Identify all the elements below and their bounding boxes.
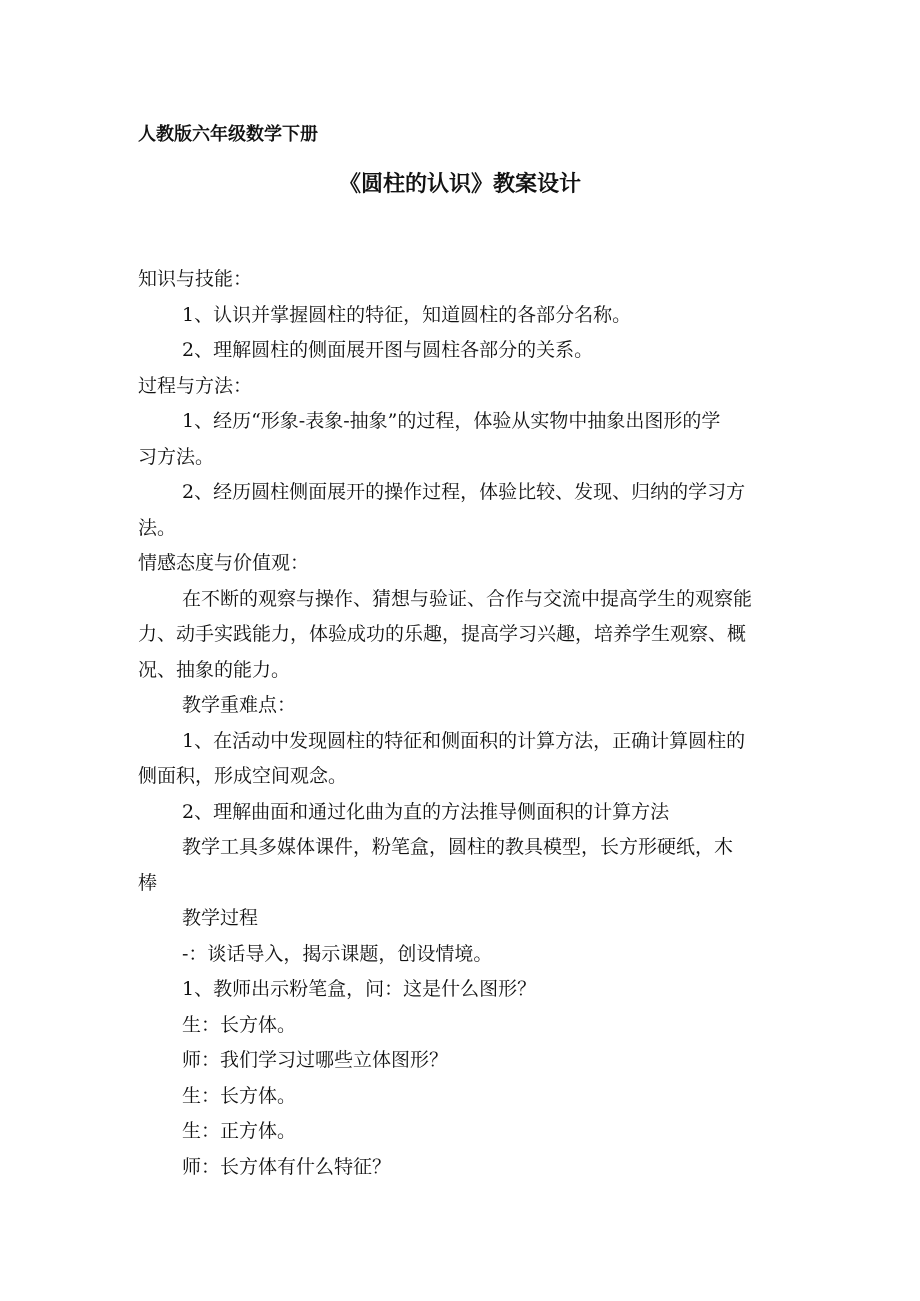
- text-line: 师：我们学习过哪些立体图形？: [182, 1049, 449, 1071]
- text-line: 生：长方体。: [182, 1084, 297, 1107]
- text-line: 1、在活动中发现圆柱的特征和侧面积的计算方法，正确计算圆柱的: [182, 729, 746, 752]
- document-header: 人教版六年级数学下册: [138, 124, 318, 145]
- text-line: 侧面积，形成空间观念。: [138, 765, 348, 787]
- text-line: 教学重难点：: [182, 694, 297, 716]
- text-line: 况、抽象的能力。: [138, 658, 291, 681]
- text-line: 1、认识并掌握圆柱的特征，知道圆柱的各部分名称。: [182, 303, 632, 326]
- text-line: 习方法。: [138, 445, 215, 468]
- text-line: 2、理解圆柱的侧面展开图与圆柱各部分的关系。: [182, 339, 594, 361]
- text-line: 1、教师出示粉笔盒，问：这是什么图形？: [182, 978, 537, 1000]
- text-line: 师：长方体有什么特征？: [182, 1155, 392, 1178]
- text-line: 过程与方法：: [138, 374, 253, 397]
- text-line: 在不断的观察与操作、猜想与验证、合作与交流中提高学生的观察能: [182, 587, 753, 610]
- text-line: 情感态度与价值观：: [138, 552, 310, 574]
- text-line: 1、经历“形象-表象-抽象”的过程，体验从实物中抽象出图形的学: [182, 410, 721, 432]
- text-line: 教学工具多媒体课件，粉笔盒，圆柱的教具模型，长方形硬纸，木: [182, 836, 734, 858]
- text-line: 2、经历圆柱侧面展开的操作过程，体验比较、发现、归纳的学习方: [182, 481, 746, 503]
- text-line: 生：长方体。: [182, 1013, 297, 1036]
- text-line: 生：正方体。: [182, 1120, 297, 1142]
- text-line: 力、动手实践能力，体验成功的乐趣，提高学习兴趣，培养学生观察、概: [138, 623, 747, 645]
- text-line: 法。: [138, 516, 177, 539]
- document-body: [138, 262, 788, 1185]
- document-title: 《圆柱的认识》教案设计: [338, 172, 581, 197]
- text-line: 知识与技能：: [138, 268, 253, 290]
- text-line: 2、理解曲面和通过化曲为直的方法推导侧面积的计算方法: [182, 800, 670, 823]
- text-line: -：谈话导入，揭示课题，创设情境。: [182, 942, 493, 965]
- text-line: 棒: [138, 871, 158, 894]
- text-line: 教学过程: [182, 907, 259, 929]
